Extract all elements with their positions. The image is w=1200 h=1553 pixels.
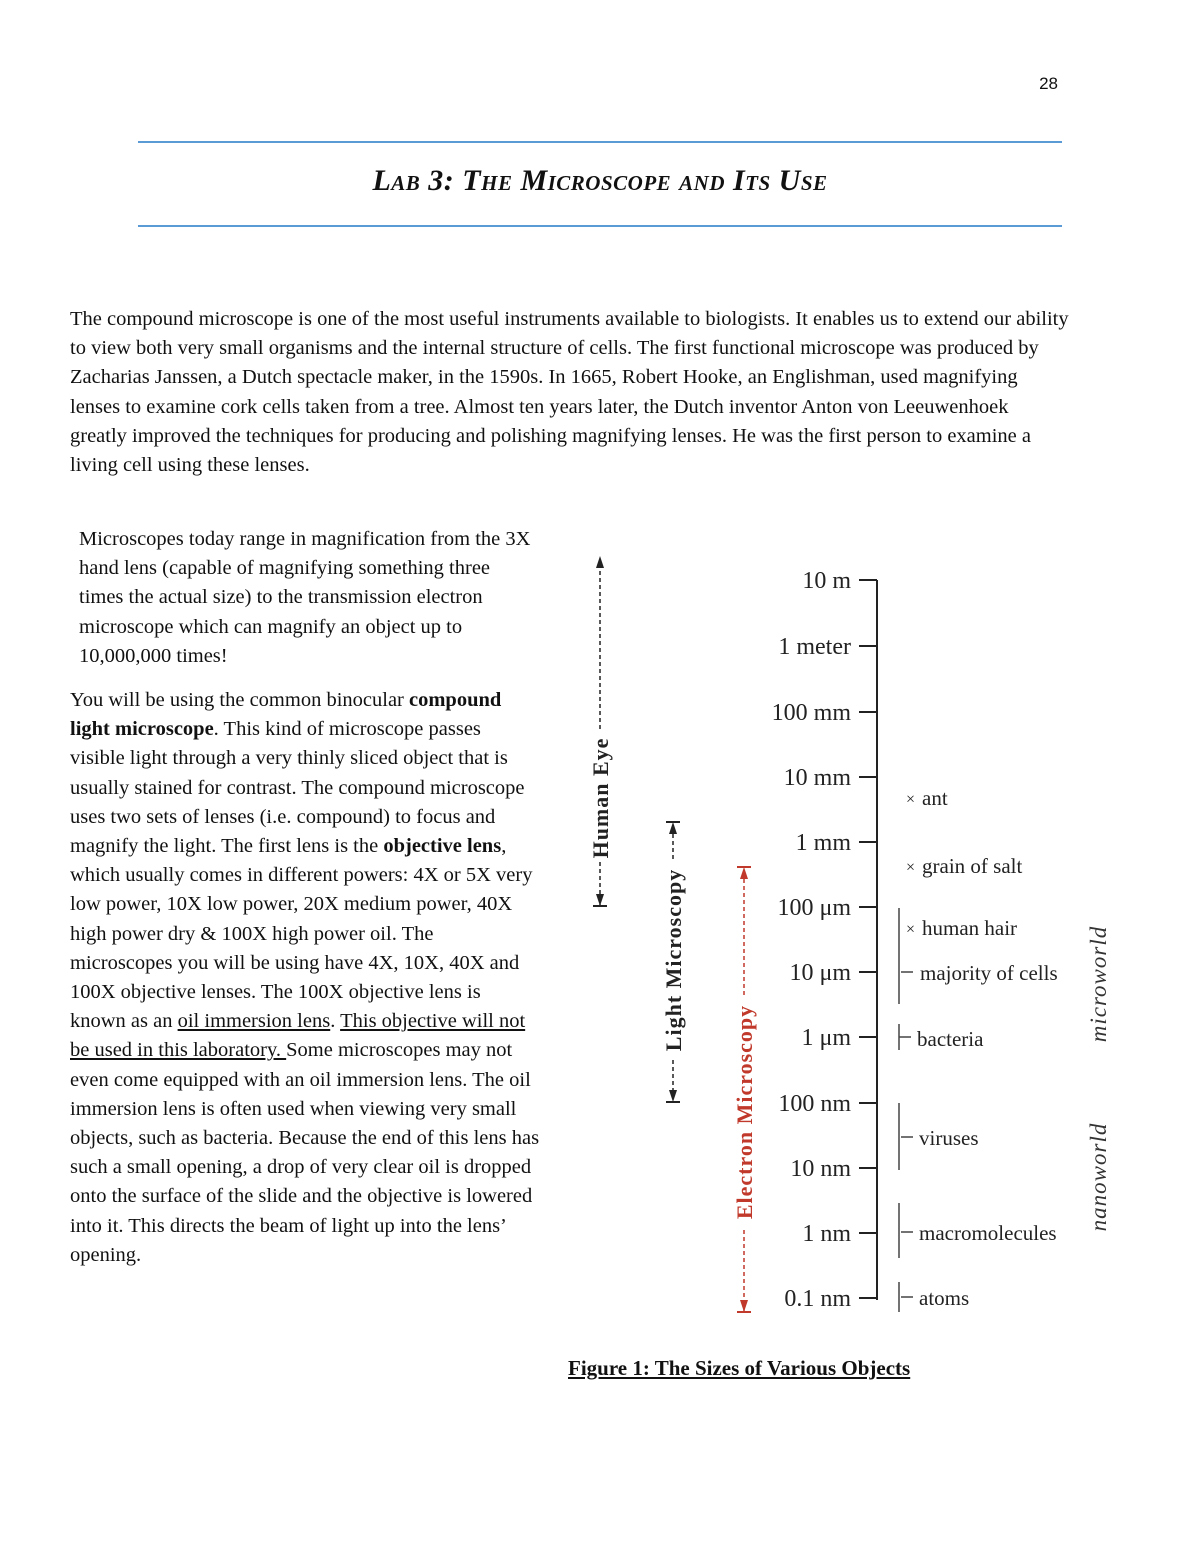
- object-label-viruses: viruses: [919, 1126, 979, 1150]
- world-label-nano: nanoworld: [1086, 1122, 1111, 1232]
- object-label-bacteria: bacteria: [917, 1027, 984, 1051]
- scale-tick-10mm: [784, 765, 877, 791]
- page-number: 28: [1039, 74, 1058, 93]
- scope-bold-compound: compound light microscope: [70, 689, 502, 741]
- object-label-atoms: atoms: [919, 1286, 970, 1310]
- scale-tick-10nm: [790, 1156, 877, 1182]
- scale-tick-100um: [777, 895, 877, 921]
- range-electron-microscopy: [732, 867, 757, 1312]
- object-bacteria: [899, 1024, 984, 1051]
- scale-tick-100nm: [778, 1091, 877, 1117]
- scale-tick-10um: [789, 960, 877, 986]
- object-macromolecules: [899, 1203, 1057, 1258]
- object-label-salt: grain of salt: [922, 854, 1023, 878]
- scope-text-5: Some microscopes may not even come equipped with an oil immersion lens. The oil immersion lens is often used when viewing very small objects, such as bacteria. Because the end of this lens has such a small opening, a drop of very clear oil is dropped onto the surface of the slide and the objective is lowered into it. This directs the beam of light up into the lens’ opening.: [70, 1039, 540, 1266]
- object-ant: [906, 786, 948, 810]
- tick-label-10nm: 10 nm: [790, 1156, 851, 1182]
- scope-text-3: , which usually comes in different powers: 4X or 5X very low power, 10X low power, 20X medium power, 40X high power dry & 100X high power oil. The microscopes you will be using have 4X, 10X, 40X and 100X objective lenses. The 100X objective lens is known as an: [70, 835, 533, 1033]
- svg-text:×: ×: [906, 921, 916, 938]
- object-majority-of-cells: [901, 961, 1058, 985]
- svg-text:×: ×: [906, 791, 916, 808]
- scope-text-4: .: [330, 1010, 341, 1033]
- tick-label-10um: 10 μm: [789, 960, 851, 986]
- object-label-macromolecules: macromolecules: [919, 1221, 1057, 1245]
- scope-underline-warning: This objective will not be used in this laboratory.: [70, 1010, 526, 1062]
- figure-caption: Figure 1: The Sizes of Various Objects: [568, 1356, 911, 1380]
- tick-label-10mm: 10 mm: [783, 765, 851, 791]
- tick-label-0-1nm: 0.1 nm: [784, 1286, 851, 1312]
- intro-paragraph: The compound microscope is one of the most useful instruments available to biologists. It enables us to extend our ability to view both very small organisms and the internal structure of cells. The first functional microscope was produced by Zacharias Janssen, a Dutch spectacle maker, in the 1590s. In 1665, Robert Hooke, an Englishman, used magnifying lenses to examine cork cells taken from a tree. Almost ten years later, the Dutch inventor Anton von Leeuwenhoek greatly improved the techniques for producing and polishing magnifying lenses. He was the first person to examine a living cell using these lenses.: [70, 308, 1069, 477]
- scale-tick-1m: [778, 634, 877, 660]
- scale-tick-1um: [801, 1025, 877, 1051]
- svg-text:×: ×: [906, 859, 916, 876]
- object-viruses: [899, 1103, 979, 1170]
- scope-text-1: You will be using the common binocular: [70, 689, 409, 711]
- scope-underline-oil: oil immersion lens: [177, 1010, 331, 1033]
- tick-label-1um: 1 μm: [801, 1025, 851, 1051]
- object-label-cells: majority of cells: [920, 961, 1058, 985]
- scale-tick-100mm: [772, 700, 877, 726]
- size-scale-figure: [570, 540, 1130, 1340]
- title-top-rule: [138, 141, 1062, 143]
- page-title: Lab 3: The Microscope and Its Use: [372, 164, 828, 197]
- magnification-range-paragraph: Microscopes today range in magnification from the 3X hand lens (capable of magnifying something three times the actual size) to the transmission electron microscope which can magnify an object up to 10,000,000 times!: [79, 528, 531, 667]
- object-human-hair: [899, 908, 1017, 1004]
- tick-label-1nm: 1 nm: [802, 1221, 851, 1247]
- scale-tick-0-1nm: [784, 1286, 877, 1312]
- range-label-light-microscopy: Light Microscopy: [661, 868, 686, 1052]
- world-label-micro: microworld: [1086, 925, 1111, 1043]
- tick-label-100nm: 100 nm: [778, 1091, 851, 1117]
- object-grain-of-salt: [906, 854, 1022, 878]
- tick-label-1mm: 1 mm: [795, 830, 851, 856]
- scope-text-2: . This kind of microscope passes visible light through a very thinly sliced object that is usually stained for contrast. The compound microscope uses two sets of lenses (i.e. compound) to focus and magnify the light. The first lens is the: [70, 718, 525, 858]
- tick-label-1m: 1 meter: [778, 634, 851, 660]
- range-light-microscopy: [661, 822, 686, 1102]
- tick-label-100um: 100 μm: [777, 895, 851, 921]
- object-label-ant: ant: [922, 786, 948, 810]
- scale-tick-1mm: [796, 830, 877, 856]
- scope-bold-objective: objective lens: [383, 835, 502, 858]
- object-atoms: [899, 1282, 969, 1312]
- compound-microscope-paragraph: [70, 686, 540, 1270]
- tick-label-10m: 10 m: [802, 568, 851, 594]
- range-label-electron-microscopy: Electron Microscopy: [732, 1004, 757, 1220]
- scale-tick-1nm: [802, 1221, 877, 1247]
- tick-label-100mm: 100 mm: [771, 700, 851, 726]
- range-label-human-eye: Human Eye: [588, 737, 613, 859]
- title-bottom-rule: [138, 225, 1062, 227]
- range-human-eye: [588, 556, 613, 906]
- object-label-hair: human hair: [922, 916, 1018, 940]
- scale-tick-10m: [802, 568, 877, 594]
